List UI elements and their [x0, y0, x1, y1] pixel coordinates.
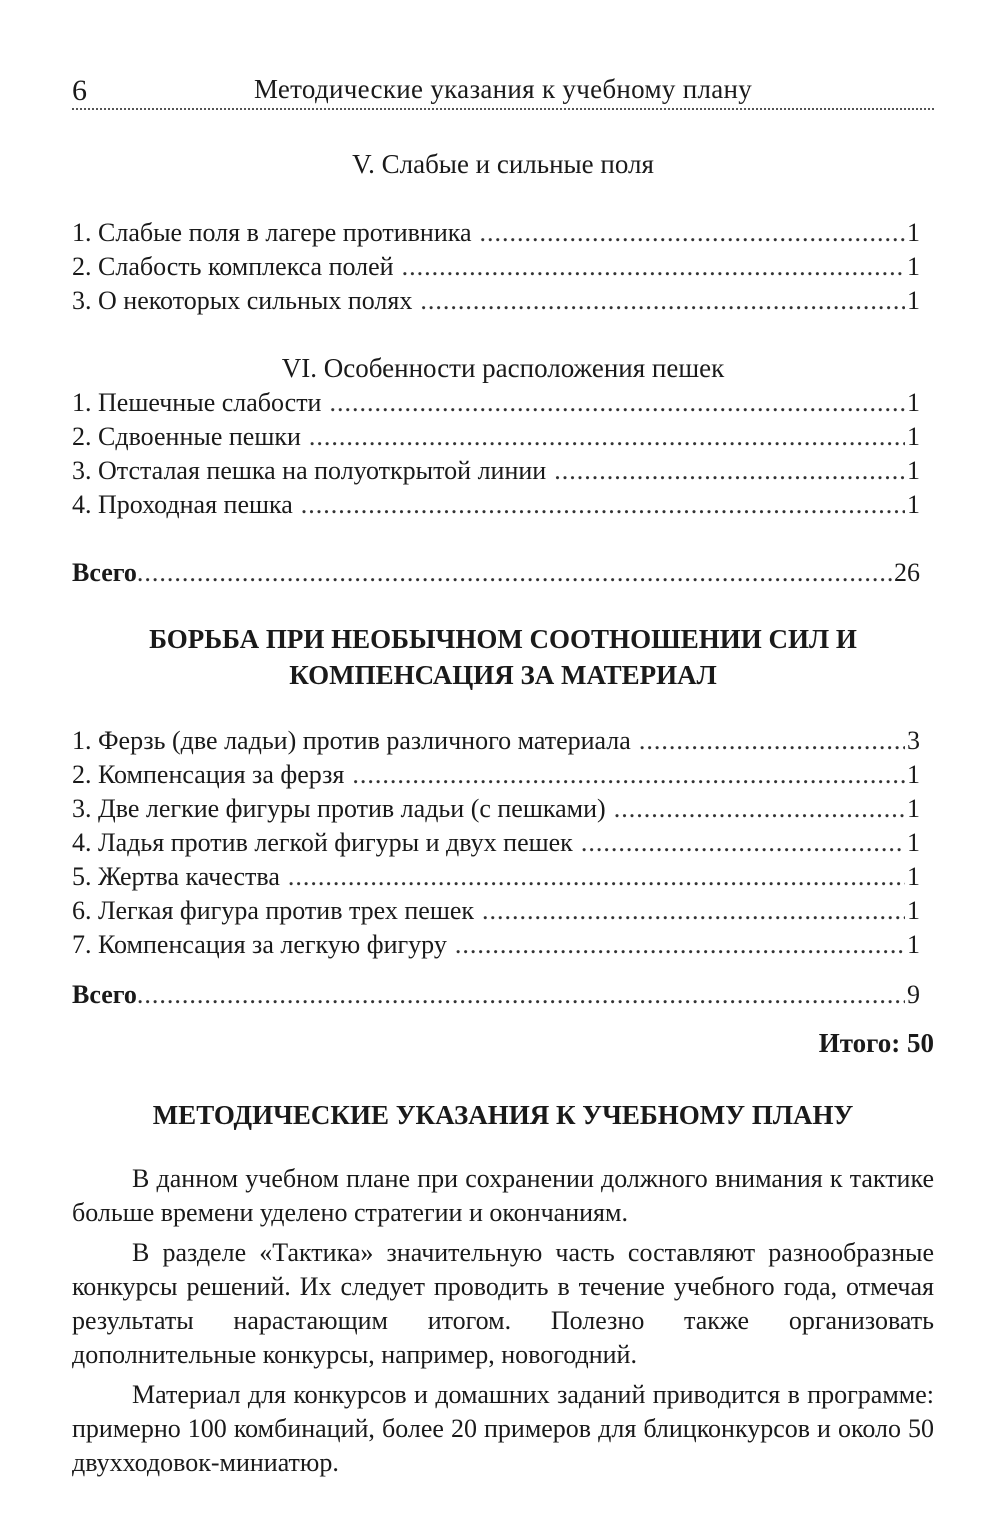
methodical-title: МЕТОДИЧЕСКИЕ УКАЗАНИЯ К УЧЕБНОМУ ПЛАНУ [152, 1100, 854, 1130]
paragraph: В разделе «Тактика» значительную часть составляют разнообразные конкурсы решений. Их следует проводить в течение учебного года, отмечая результаты нарастающим итогом. Полезно также организовать дополнительные конкурсы, например, новогодний. [72, 1238, 934, 1369]
toc-item: 3. О некоторых сильных полях ..... 1 [72, 284, 920, 318]
toc-item: 6. Легкая фигура против трех пешек ..... 1 [72, 894, 920, 928]
grand-total: Итого: 50 [818, 1028, 934, 1058]
page-header [72, 74, 934, 110]
paragraph: В данном учебном плане при сохранении должного внимания к тактике больше времени уделено стратегии и окончаниям. [72, 1164, 934, 1227]
toc-item: 4. Проходная пешка ..... 1 [72, 488, 920, 522]
toc-item: 5. Жертва качества ..... 1 [72, 860, 920, 894]
toc-item: 7. Компенсация за легкую фигуру ..... 1 [72, 928, 920, 962]
section-v-title: V. Слабые и сильные поля [352, 149, 654, 179]
toc-item: 2. Компенсация за ферзя ..... 1 [72, 758, 920, 792]
toc-item: 2. Слабость комплекса полей ..... 1 [72, 250, 920, 284]
toc-item: 1. Ферзь (две ладьи) против различного материала ..... 3 [72, 724, 920, 758]
toc-item: 2. Сдвоенные пешки ..... 1 [72, 420, 920, 454]
toc-item: 4. Ладья против легкой фигуры и двух пешек ..... 1 [72, 826, 920, 860]
total-row: Всего ..... 9 [72, 978, 920, 1012]
paragraph: Материал для конкурсов и домашних заданий приводится в программе: примерно 100 комбинаций, более 20 примеров для блицконкурсов и около 50 двухходовок-миниатюр. [72, 1380, 934, 1477]
total-row: Всего ..... 26 [72, 556, 920, 590]
page-number: 6 [72, 74, 87, 107]
toc-item: 1. Слабые поля в лагере противника ..... 1 [72, 216, 920, 250]
struggle-title-line-1: БОРЬБА ПРИ НЕОБЫЧНОМ СООТНОШЕНИИ СИЛ И [149, 624, 857, 654]
toc-item: 1. Пешечные слабости ..... 1 [72, 386, 920, 420]
section-vi-title: VI. Особенности расположения пешек [281, 353, 725, 383]
running-title: Методические указания к учебному плану [253, 74, 753, 104]
toc-item: 3. Две легкие фигуры против ладьи (с пешками) ..... 1 [72, 792, 920, 826]
struggle-title-line-2: КОМПЕНСАЦИЯ ЗА МАТЕРИАЛ [289, 660, 717, 690]
toc-item: 3. Отсталая пешка на полуоткрытой линии ..... 1 [72, 454, 920, 488]
